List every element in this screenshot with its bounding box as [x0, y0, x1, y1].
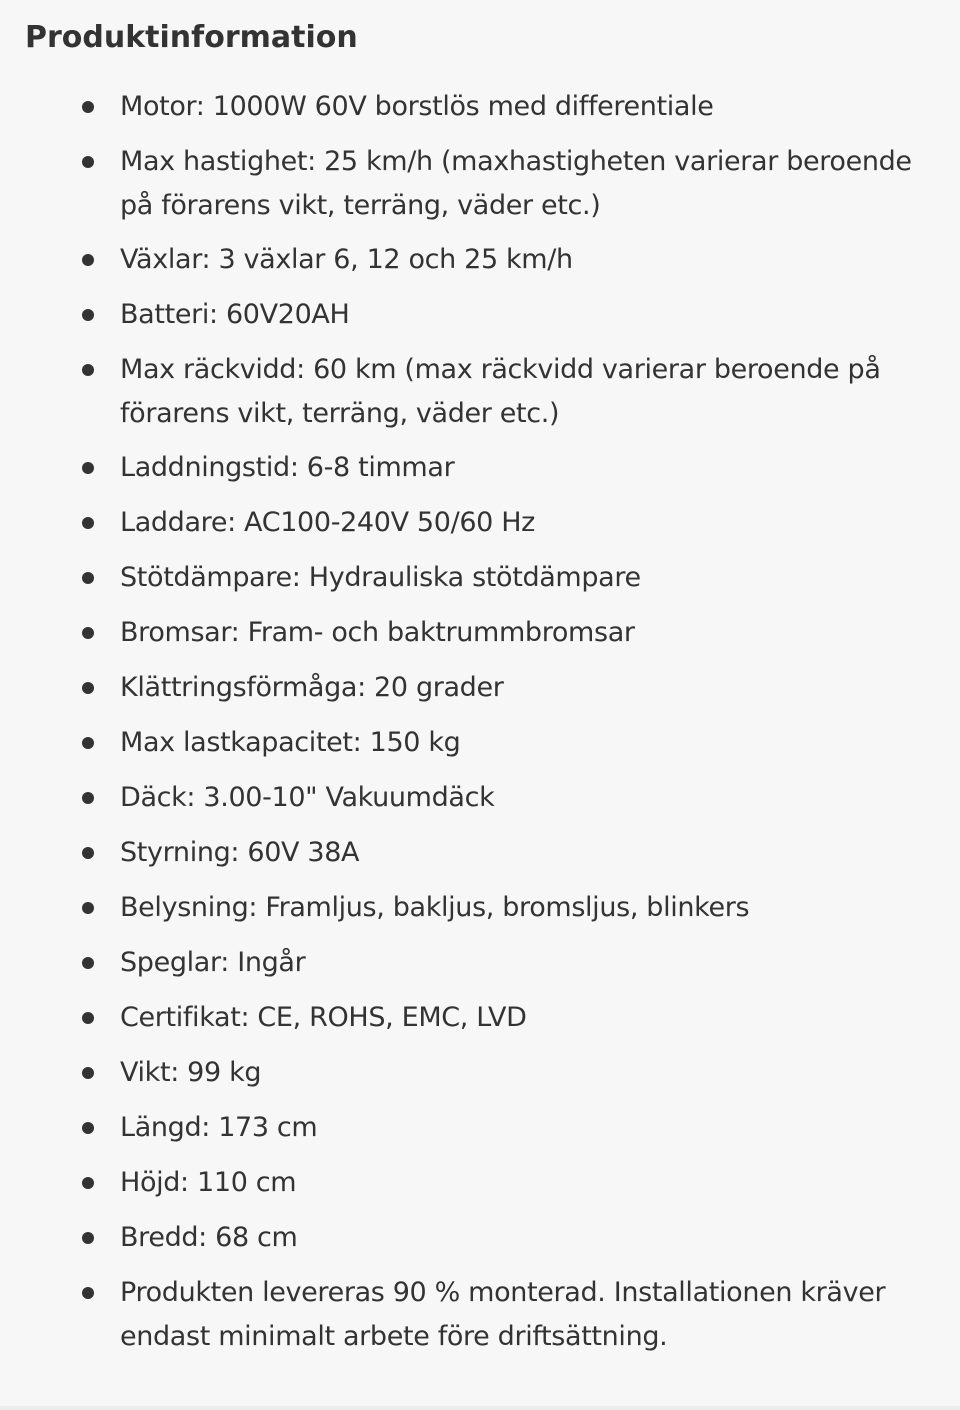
bullet-icon [82, 462, 94, 474]
bullet-icon [82, 1122, 94, 1134]
spec-list-item-certificates [0, 996, 960, 1051]
spec-text: Däck: 3.00-10" Vakuumdäck [120, 782, 495, 813]
spec-text: Motor: 1000W 60V borstlös med differentiale [120, 91, 714, 122]
bullet-icon [82, 682, 94, 694]
spec-list-item-max-speed [0, 140, 960, 238]
specification-list [0, 85, 960, 1369]
bullet-icon [82, 1012, 94, 1024]
spec-text: Växlar: 3 växlar 6, 12 och 25 km/h [120, 244, 573, 275]
bullet-icon [82, 737, 94, 749]
spec-list-item-weight [0, 1051, 960, 1106]
bullet-icon [82, 309, 94, 321]
bullet-icon [82, 792, 94, 804]
spec-text: Speglar: Ingår [120, 947, 306, 978]
spec-text: Max hastighet: 25 km/h (maxhastigheten varierar beroende på förarens vikt, terräng, väder etc.) [120, 146, 912, 221]
spec-list-item-charger [0, 501, 960, 556]
spec-list-item-shock-absorbers [0, 556, 960, 611]
spec-list-item-motor [0, 85, 960, 140]
spec-list-item-mirrors [0, 941, 960, 996]
spec-list-item-width [0, 1216, 960, 1271]
spec-text: Certifikat: CE, ROHS, EMC, LVD [120, 1002, 527, 1033]
bullet-icon [82, 627, 94, 639]
spec-list-item-load-capacity [0, 721, 960, 776]
spec-text: Produkten levereras 90 % monterad. Installationen kräver endast minimalt arbete före driftsättning. [120, 1277, 886, 1352]
spec-list-item-gears [0, 238, 960, 293]
spec-text: Max räckvidd: 60 km (max räckvidd varierar beroende på förarens vikt, terräng, väder etc.) [120, 354, 881, 429]
bullet-icon [82, 1177, 94, 1189]
spec-text: Styrning: 60V 38A [120, 837, 360, 868]
spec-text: Stötdämpare: Hydrauliska stötdämpare [120, 562, 641, 593]
spec-text: Belysning: Framljus, bakljus, bromsljus, blinkers [120, 892, 750, 923]
bottom-divider [0, 1406, 960, 1410]
spec-list-item-lighting [0, 886, 960, 941]
bullet-icon [82, 957, 94, 969]
spec-text: Batteri: 60V20AH [120, 299, 350, 330]
spec-list-item-brakes [0, 611, 960, 666]
spec-list-item-length [0, 1106, 960, 1161]
section-title: Produktinformation [25, 20, 358, 55]
spec-text: Klättringsförmåga: 20 grader [120, 672, 504, 703]
bullet-icon [82, 517, 94, 529]
spec-text: Max lastkapacitet: 150 kg [120, 727, 461, 758]
bullet-icon [82, 364, 94, 376]
spec-list-item-controller [0, 831, 960, 886]
spec-list-item-max-range [0, 348, 960, 446]
bullet-icon [82, 847, 94, 859]
spec-list-item-battery [0, 293, 960, 348]
bullet-icon [82, 572, 94, 584]
bullet-icon [82, 1287, 94, 1299]
bullet-icon [82, 156, 94, 168]
bullet-icon [82, 1232, 94, 1244]
spec-text: Laddningstid: 6-8 timmar [120, 452, 455, 483]
spec-text: Laddare: AC100-240V 50/60 Hz [120, 507, 535, 538]
spec-list-item-height [0, 1161, 960, 1216]
spec-list-item-charging-time [0, 446, 960, 501]
spec-list-item-delivery [0, 1271, 960, 1369]
bullet-icon [82, 254, 94, 266]
spec-text: Vikt: 99 kg [120, 1057, 262, 1088]
bullet-icon [82, 902, 94, 914]
spec-text: Bromsar: Fram- och baktrummbromsar [120, 617, 635, 648]
spec-list-item-climbing [0, 666, 960, 721]
bullet-icon [82, 1067, 94, 1079]
spec-text: Höjd: 110 cm [120, 1167, 297, 1198]
spec-text: Bredd: 68 cm [120, 1222, 298, 1253]
bullet-icon [82, 101, 94, 113]
spec-list-item-tires [0, 776, 960, 831]
spec-text: Längd: 173 cm [120, 1112, 318, 1143]
